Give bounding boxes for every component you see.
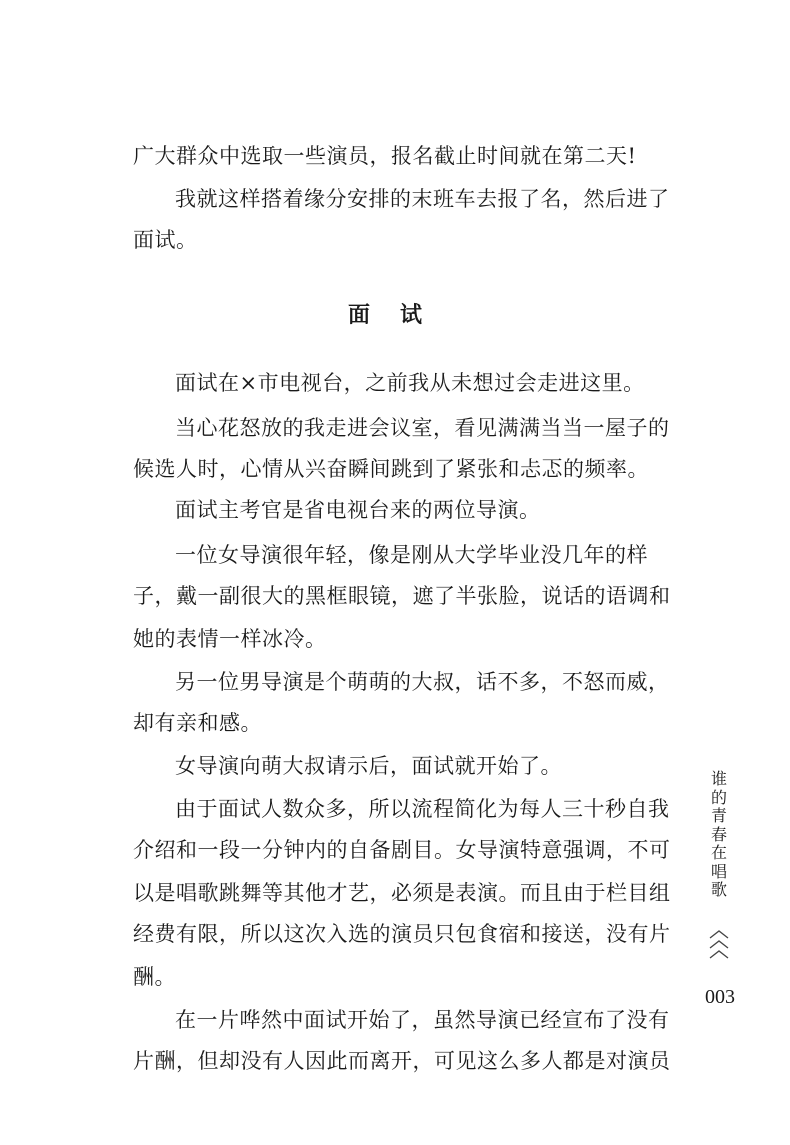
paragraph-line: 却有亲和感。 bbox=[133, 711, 262, 735]
triple-chevron-up-icon bbox=[707, 928, 731, 966]
paragraph-line: 面试主考官是省电视台来的两位导演。 bbox=[175, 498, 541, 522]
paragraph-line: 酬。 bbox=[133, 965, 176, 989]
paragraph-line: 面试在×市电视台，之前我从未想过会走进这里。 bbox=[175, 371, 645, 395]
paragraph-line: 广大群众中选取一些演员，报名截止时间就在第二天! bbox=[133, 144, 637, 168]
paragraph-line: 一位女导演很年轻，像是刚从大学毕业没几年的样 bbox=[175, 543, 648, 567]
paragraph-line: 当心花怒放的我走进会议室，看见满满当当一屋子的 bbox=[175, 416, 670, 440]
paragraph-line: 子，戴一副很大的黑框眼镜，遮了半张脸，说话的语调和 bbox=[133, 584, 671, 608]
running-title: 谁的青春在唱歌 bbox=[710, 769, 727, 899]
paragraph-line: 片酬，但却没有人因此而离开，可见这么多人都是对演员 bbox=[133, 1049, 671, 1073]
paragraph-line: 在一片哗然中面试开始了，虽然导演已经宣布了没有 bbox=[175, 1008, 670, 1032]
paragraph-line: 介绍和一段一分钟内的自备剧目。女导演特意强调，不可 bbox=[133, 838, 671, 862]
page-number: 003 bbox=[705, 986, 735, 1008]
paragraph-line: 候选人时，心情从兴奋瞬间跳到了紧张和忐忑的频率。 bbox=[133, 457, 649, 481]
paragraph-line: 女导演向萌大叔请示后，面试就开始了。 bbox=[175, 754, 562, 778]
paragraph-line: 以是唱歌跳舞等其他才艺，必须是表演。而且由于栏目组 bbox=[133, 881, 671, 905]
paragraph-line: 由于面试人数众多，所以流程简化为每人三十秒自我 bbox=[175, 797, 670, 821]
paragraph-line: 经费有限，所以这次入选的演员只包食宿和接送，没有片 bbox=[133, 922, 671, 946]
section-heading: 面试 bbox=[347, 303, 452, 328]
paragraph-line: 另一位男导演是个萌萌的大叔，话不多，不怒而威， bbox=[175, 670, 670, 694]
paragraph-line: 她的表情一样冰冷。 bbox=[133, 627, 327, 651]
paragraph-line: 面试。 bbox=[133, 228, 198, 252]
paragraph-line: 我就这样搭着缘分安排的末班车去报了名，然后进了 bbox=[175, 187, 670, 211]
